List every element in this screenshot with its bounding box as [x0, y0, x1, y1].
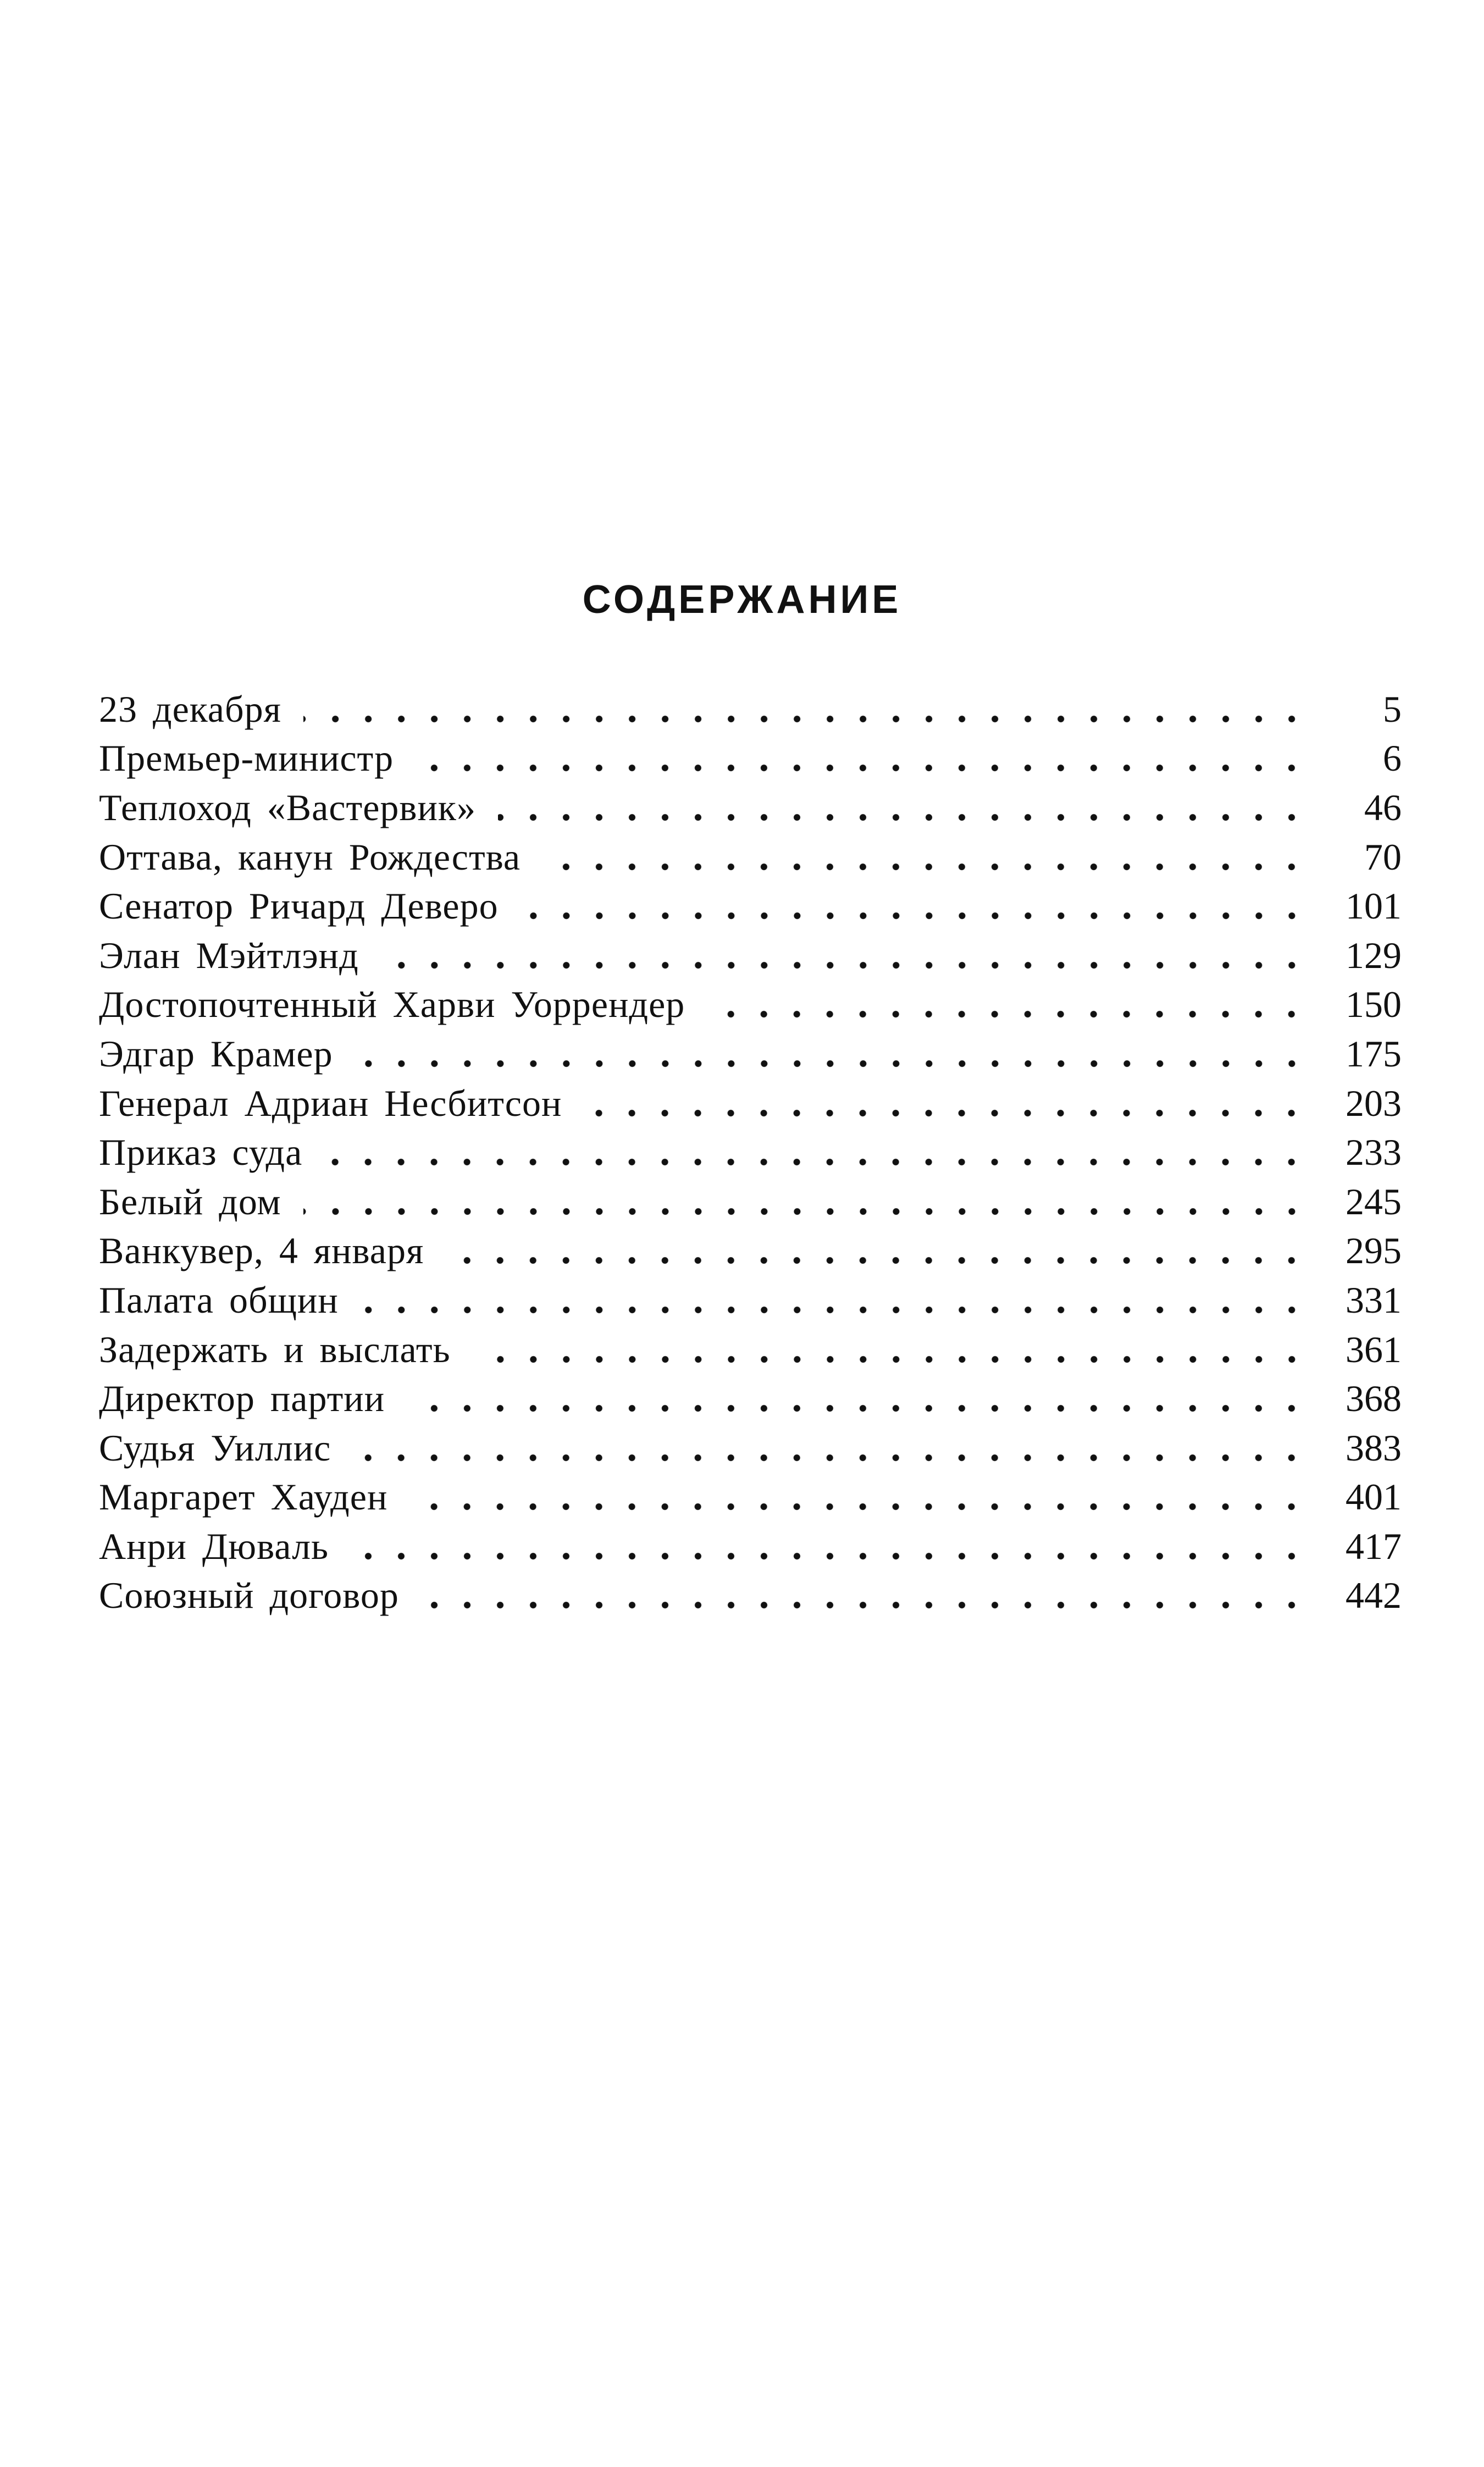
toc-entry — [99, 1325, 1402, 1374]
table-of-contents — [99, 684, 1402, 1620]
toc-entry-title: Маргарет Хауден — [99, 1476, 388, 1518]
toc-entry-page: 383 — [1345, 1426, 1402, 1469]
toc-entry — [99, 1423, 1402, 1473]
dot-leader — [446, 1232, 1308, 1269]
toc-entry-title: Приказ суда — [99, 1131, 303, 1174]
toc-entry-title: Анри Дюваль — [99, 1525, 329, 1567]
toc-entry — [99, 881, 1402, 931]
toc-entry — [99, 1029, 1402, 1078]
toc-entry-page: 295 — [1345, 1230, 1402, 1272]
toc-entry-page: 203 — [1345, 1082, 1402, 1124]
dot-leader — [381, 937, 1308, 974]
page-title: СОДЕРЖАНИЕ — [582, 578, 902, 622]
toc-entry-title: Белый дом — [99, 1180, 281, 1223]
toc-entry-title: Судья Уиллис — [99, 1426, 331, 1469]
toc-entry — [99, 931, 1402, 980]
toc-entry-page: 401 — [1345, 1476, 1402, 1518]
toc-entry-title: Эдгар Крамер — [99, 1032, 333, 1075]
toc-entry-page: 5 — [1383, 688, 1402, 730]
dot-leader — [351, 1528, 1308, 1565]
toc-entry — [99, 1177, 1402, 1226]
toc-entry-title: Директор партии — [99, 1378, 385, 1420]
toc-entry-title: Союзный договор — [99, 1574, 399, 1617]
toc-entry — [99, 1374, 1402, 1423]
toc-entry-page: 442 — [1345, 1574, 1402, 1617]
toc-entry — [99, 1571, 1402, 1620]
toc-entry-title: 23 декабря — [99, 688, 281, 730]
dot-leader — [707, 986, 1308, 1023]
dot-leader — [498, 789, 1308, 826]
toc-entry — [99, 980, 1402, 1030]
toc-entry-title: Теплоход «Вастервик» — [99, 786, 476, 828]
dot-leader — [409, 1478, 1308, 1515]
toc-entry — [99, 734, 1402, 783]
toc-entry-page: 417 — [1345, 1525, 1402, 1567]
toc-entry-page: 361 — [1345, 1328, 1402, 1370]
toc-entry-title: Генерал Адриан Несбитсон — [99, 1082, 562, 1124]
toc-entry-title: Ванкувер, 4 января — [99, 1230, 424, 1272]
dot-leader — [303, 690, 1308, 728]
dot-leader — [473, 1331, 1308, 1368]
toc-entry — [99, 1078, 1402, 1128]
toc-entry-title: Элан Мэйтлэнд — [99, 934, 359, 976]
toc-entry — [99, 1522, 1402, 1571]
toc-entry-title: Премьер-министр — [99, 737, 394, 779]
toc-entry-title: Палата общин — [99, 1279, 339, 1321]
toc-entry-page: 6 — [1383, 737, 1402, 779]
toc-entry-page: 245 — [1345, 1180, 1402, 1223]
dot-leader — [407, 1380, 1308, 1417]
toc-entry — [99, 1127, 1402, 1177]
dot-leader — [361, 1281, 1308, 1319]
toc-entry — [99, 1226, 1402, 1276]
toc-entry-page: 175 — [1345, 1032, 1402, 1075]
toc-entry-page: 331 — [1345, 1279, 1402, 1321]
toc-entry-page: 150 — [1345, 983, 1402, 1026]
dot-leader — [421, 1577, 1308, 1614]
toc-entry-title: Оттава, канун Рождества — [99, 836, 521, 878]
dot-leader — [584, 1085, 1308, 1122]
dot-leader — [520, 887, 1308, 925]
toc-entry-page: 46 — [1364, 786, 1402, 828]
toc-entry-title: Сенатор Ричард Деверо — [99, 885, 499, 927]
toc-entry-page: 129 — [1345, 934, 1402, 976]
dot-leader — [355, 1035, 1308, 1072]
dot-leader — [542, 838, 1308, 876]
toc-entry-title: Задержать и выслать — [99, 1328, 451, 1370]
dot-leader — [324, 1133, 1308, 1171]
dot-leader — [416, 739, 1308, 777]
toc-entry-page: 101 — [1345, 885, 1402, 927]
toc-entry-page: 368 — [1345, 1378, 1402, 1420]
toc-entry — [99, 684, 1402, 734]
toc-entry-page: 233 — [1345, 1131, 1402, 1174]
toc-entry — [99, 783, 1402, 832]
toc-entry-page: 70 — [1364, 836, 1402, 878]
dot-leader — [353, 1429, 1308, 1467]
toc-entry — [99, 1473, 1402, 1522]
toc-entry-title: Достопочтенный Харви Уоррендер — [99, 983, 685, 1026]
dot-leader — [303, 1183, 1308, 1220]
toc-entry — [99, 832, 1402, 882]
toc-entry — [99, 1275, 1402, 1325]
